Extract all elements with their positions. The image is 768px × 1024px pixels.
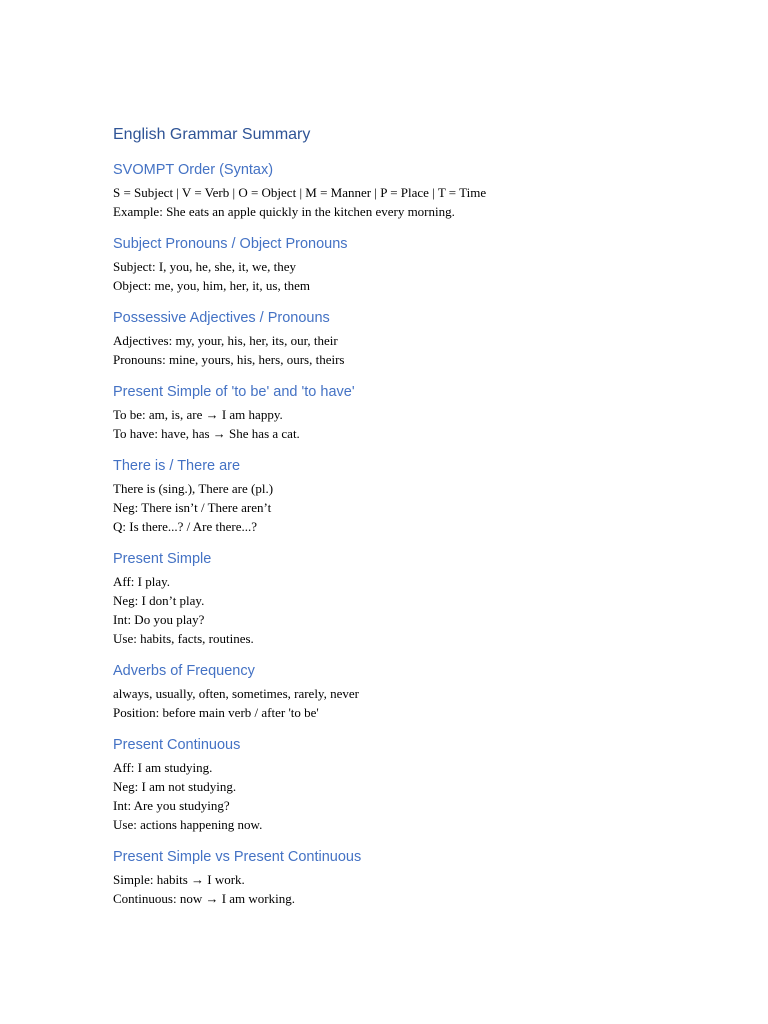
section-adverbs-of-frequency xyxy=(113,661,673,722)
section-pronouns xyxy=(113,234,673,295)
section-line: Continuous: now → I am working. xyxy=(113,891,295,906)
section-possessives xyxy=(113,308,673,369)
section-svompt xyxy=(113,160,673,221)
section-heading: Present Continuous xyxy=(113,737,241,753)
section-line: Use: actions happening now. xyxy=(113,817,263,832)
section-line: Pronouns: mine, yours, his, hers, ours, theirs xyxy=(113,352,345,367)
section-line: Int: Are you studying? xyxy=(113,798,230,813)
section-line: Int: Do you play? xyxy=(113,612,205,627)
document-title: English Grammar Summary xyxy=(113,126,311,143)
section-line: There is (sing.), There are (pl.) xyxy=(113,481,274,496)
section-present-continuous xyxy=(113,735,673,834)
section-line: Subject: I, you, he, she, it, we, they xyxy=(113,259,297,274)
section-line: Object: me, you, him, her, it, us, them xyxy=(113,278,310,293)
section-line: Q: Is there...? / Are there...? xyxy=(113,519,258,534)
section-line: To be: am, is, are → I am happy. xyxy=(113,407,283,422)
section-heading: Present Simple xyxy=(113,551,212,567)
section-line: Use: habits, facts, routines. xyxy=(113,631,254,646)
section-heading: Adverbs of Frequency xyxy=(113,663,255,679)
section-simple-vs-continuous xyxy=(113,847,673,908)
section-line: Adjectives: my, your, his, her, its, our, their xyxy=(113,333,338,348)
section-line: To have: have, has → She has a cat. xyxy=(113,426,300,441)
section-line: Example: She eats an apple quickly in the kitchen every morning. xyxy=(113,204,455,219)
section-heading: There is / There are xyxy=(113,458,241,474)
section-there-is-there-are xyxy=(113,456,673,536)
section-line: always, usually, often, sometimes, rarely, never xyxy=(113,686,359,701)
section-line: Aff: I am studying. xyxy=(113,760,213,775)
section-to-be-to-have xyxy=(113,382,673,443)
section-heading: Present Simple of 'to be' and 'to have' xyxy=(113,384,355,400)
document-page xyxy=(113,124,673,908)
section-heading: Subject Pronouns / Object Pronouns xyxy=(113,236,348,252)
section-line: Neg: I am not studying. xyxy=(113,779,237,794)
section-heading: Possessive Adjectives / Pronouns xyxy=(113,310,330,326)
section-line: S = Subject | V = Verb | O = Object | M = Manner | P = Place | T = Time xyxy=(113,185,487,200)
section-heading: Present Simple vs Present Continuous xyxy=(113,849,362,865)
section-line: Simple: habits → I work. xyxy=(113,872,245,887)
section-present-simple xyxy=(113,549,673,648)
section-line: Neg: I don’t play. xyxy=(113,593,205,608)
section-heading: SVOMPT Order (Syntax) xyxy=(113,162,274,178)
section-line: Neg: There isn’t / There aren’t xyxy=(113,500,272,515)
section-line: Position: before main verb / after 'to be' xyxy=(113,705,319,720)
section-line: Aff: I play. xyxy=(113,574,171,589)
